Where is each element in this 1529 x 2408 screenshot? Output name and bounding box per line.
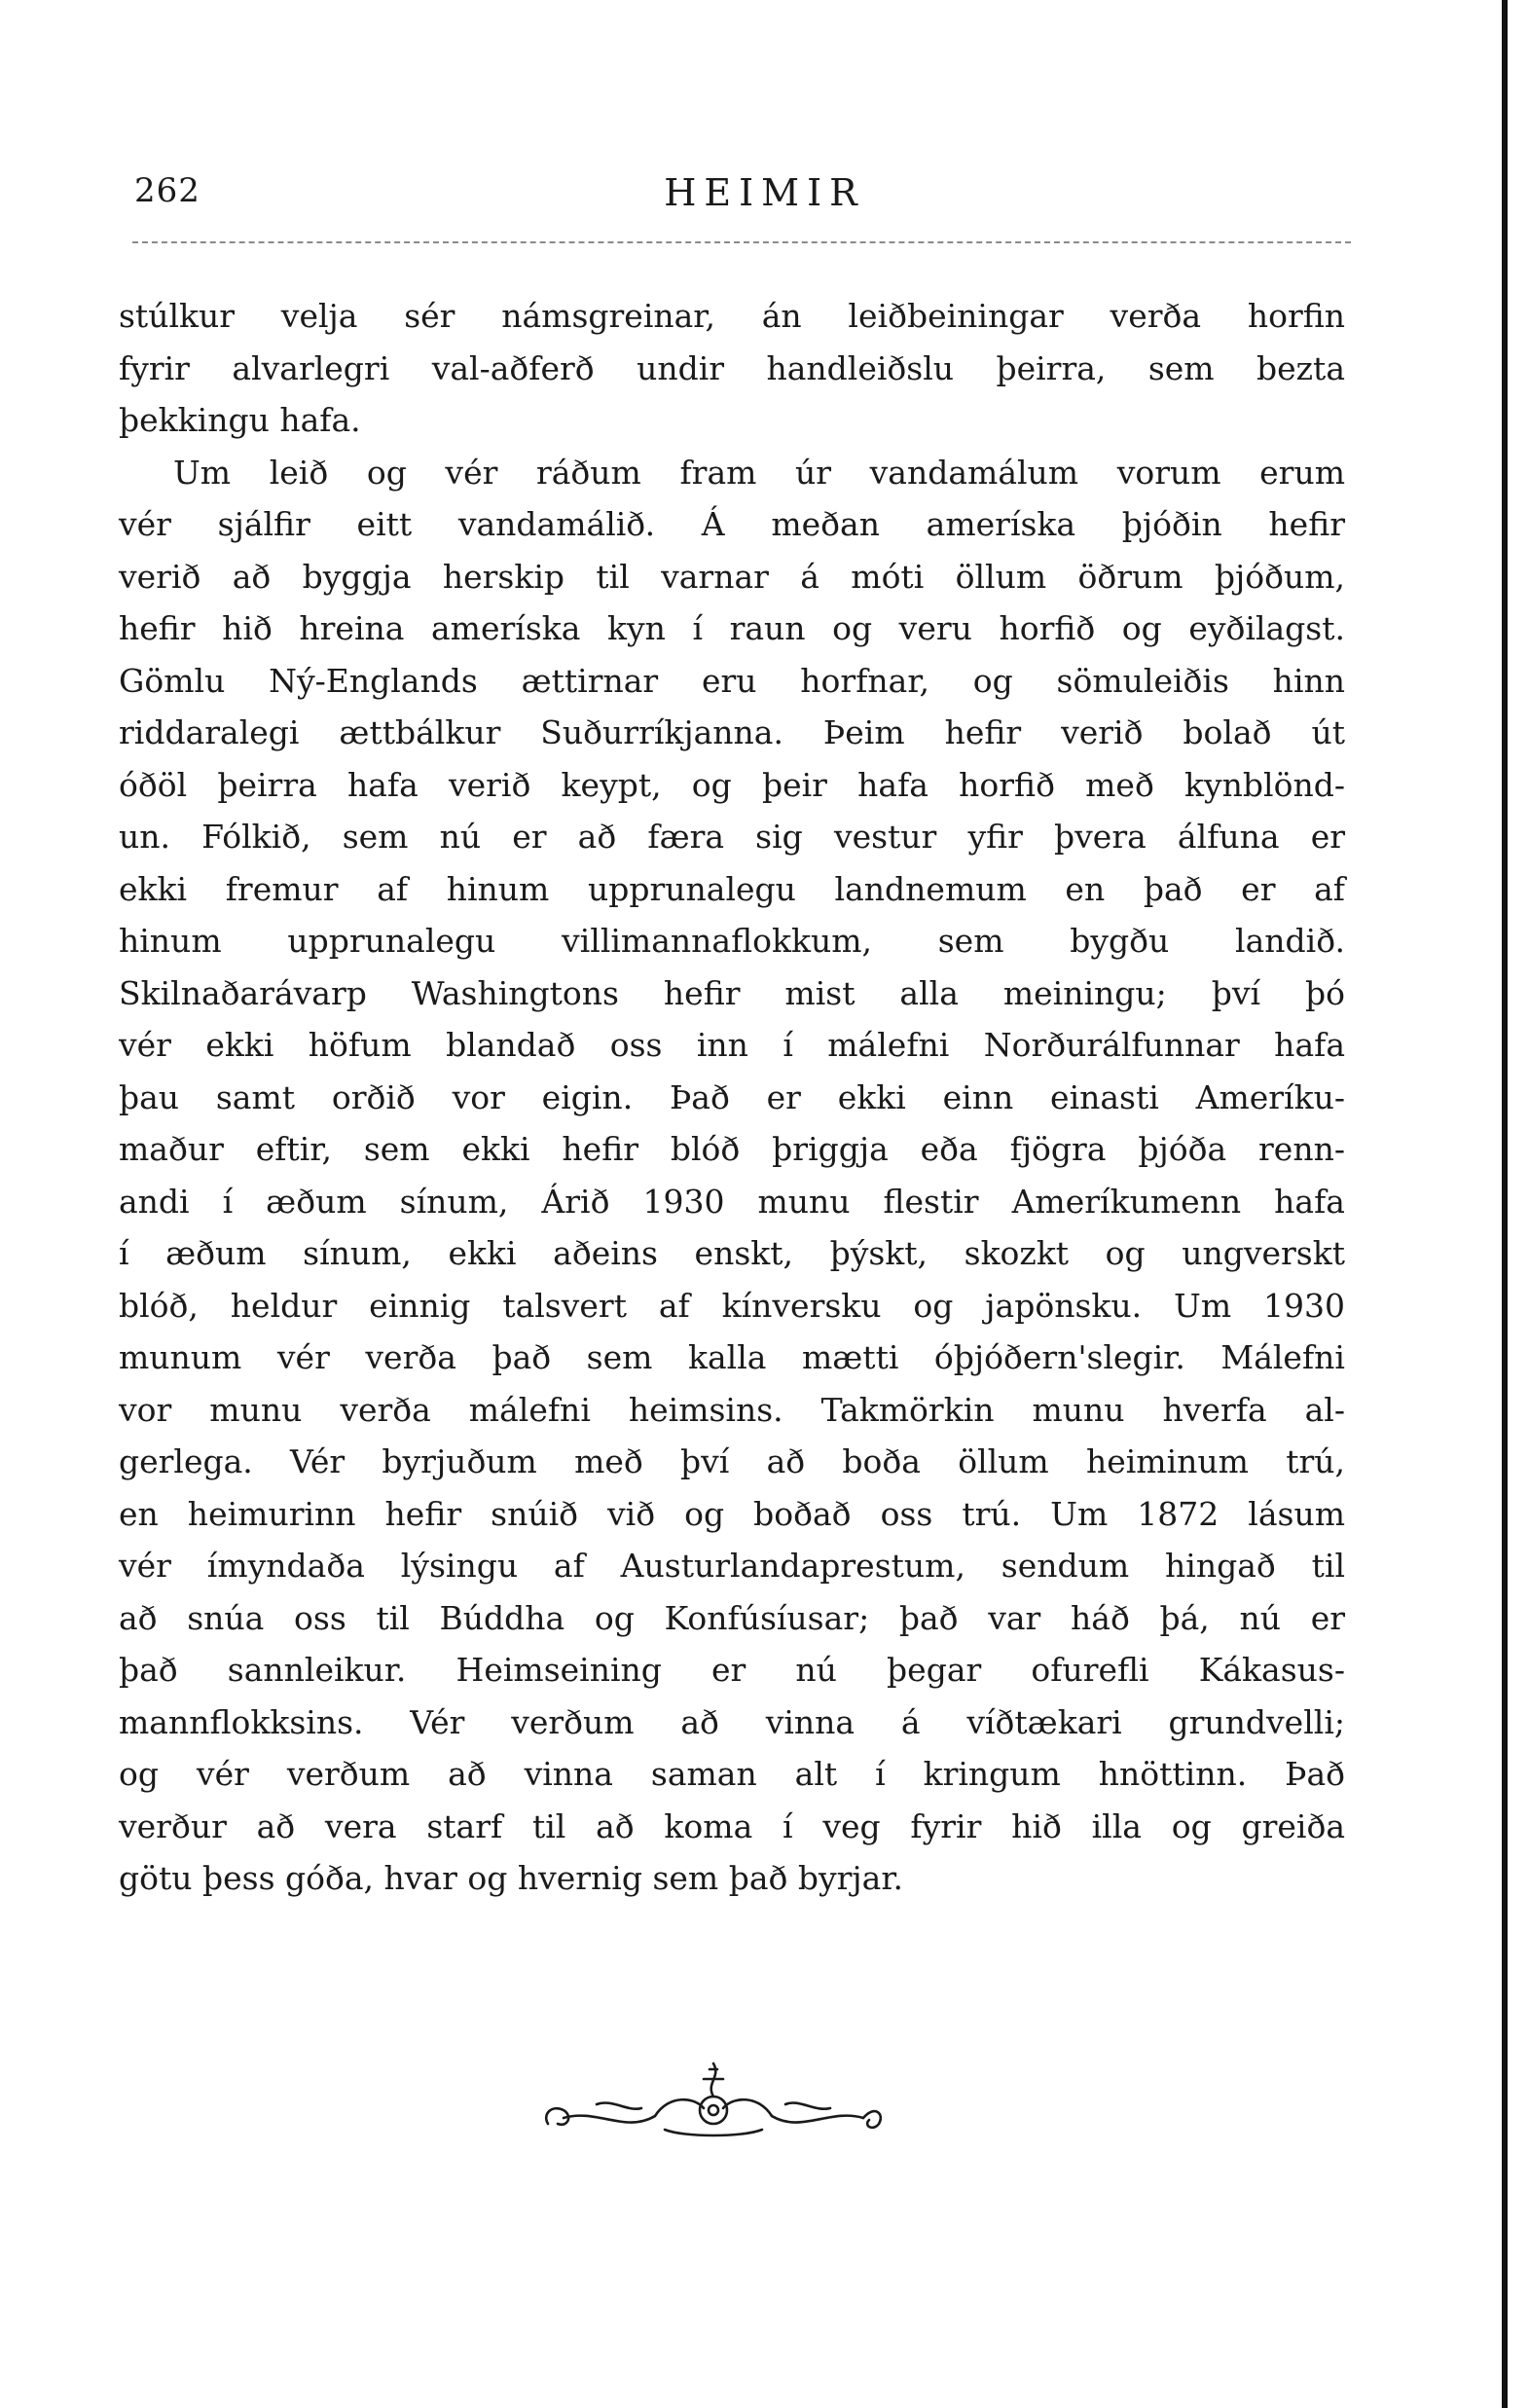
text-line: fyrir alvarlegri val-aðferð undir handleiðslu þeirra, sem bezta <box>119 348 1345 387</box>
text-line: blóð, heldur einnig talsvert af kínversku og japönsku. Um 1930 <box>119 1286 1345 1325</box>
text-line: og vér verðum að vinna saman alt í kringum hnöttinn. Það <box>119 1755 1345 1793</box>
text-line: munum vér verða það sem kalla mætti óþjóðern'slegir. Málefni <box>119 1338 1345 1376</box>
page-number: 262 <box>134 171 200 210</box>
header-rule <box>132 241 1351 243</box>
text-line: un. Fólkið, sem nú er að færa sig vestur yfir þvera álfuna er <box>119 818 1345 856</box>
text-line: óðöl þeirra hafa verið keypt, og þeir hafa horfið með kynblönd- <box>119 765 1345 804</box>
page-edge-rule <box>1502 0 1508 2408</box>
text-line: þekkingu hafa. <box>119 401 361 439</box>
text-line: en heimurinn hefir snúið við og boðað oss trú. Um 1872 lásum <box>119 1494 1345 1533</box>
text-line: Skilnaðarávarp Washingtons hefir mist alla meiningu; því þó <box>119 973 1345 1012</box>
running-title: HEIMIR <box>664 171 865 214</box>
text-line: ekki fremur af hinum upprunalegu landnemum en það er af <box>119 869 1345 908</box>
text-line: verður að vera starf til að koma í veg fyrir hið illa og greiða <box>119 1806 1345 1845</box>
text-line: mannflokksins. Vér verðum að vinna á víðtækari grundvelli; <box>119 1702 1345 1741</box>
text-line: stúlkur velja sér námsgreinar, án leiðbeiningar verða horfin <box>119 297 1345 335</box>
text-line: vér ímyndaða lýsingu af Austurlandaprestum, sendum hingað til <box>119 1547 1345 1585</box>
text-line: vér ekki höfum blandað oss inn í málefni Norðurálfunnar hafa <box>119 1026 1345 1064</box>
tailpiece-ornament-icon <box>538 2040 889 2157</box>
text-line: gerlega. Vér byrjuðum með því að boða öllum heiminum trú, <box>119 1442 1345 1480</box>
text-line: Um leið og vér ráðum fram úr vandamálum vorum erum <box>173 453 1345 492</box>
text-line: það sannleikur. Heimseining er nú þegar ofurefli Kákasus- <box>119 1651 1345 1689</box>
body-text <box>119 290 1345 1905</box>
text-line: í æðum sínum, ekki aðeins enskt, þýskt, skozkt og ungverskt <box>119 1234 1345 1272</box>
text-line: götu þess góða, hvar og hvernig sem það byrjar. <box>119 1859 903 1897</box>
text-line: riddaralegi ættbálkur Suðurríkjanna. Þeim hefir verið bolað út <box>119 713 1345 751</box>
text-line: vér sjálfir eitt vandamálið. Á meðan ameríska þjóðin hefir <box>119 505 1345 543</box>
text-line: andi í æðum sínum, Árið 1930 munu flestir Ameríkumenn hafa <box>119 1182 1345 1221</box>
text-line: maður eftir, sem ekki hefir blóð þriggja eða fjögra þjóða renn- <box>119 1130 1345 1168</box>
text-line: að snúa oss til Búddha og Konfúsíusar; það var háð þá, nú er <box>119 1598 1345 1637</box>
text-line: Gömlu Ný-Englands ættirnar eru horfnar, og sömuleiðis hinn <box>119 661 1345 700</box>
text-line: verið að byggja herskip til varnar á móti öllum öðrum þjóðum, <box>119 557 1345 596</box>
text-line: vor munu verða málefni heimsins. Takmörkin munu hverfa al- <box>119 1390 1345 1429</box>
text-line: hinum upprunalegu villimannaflokkum, sem bygðu landið. <box>119 922 1345 960</box>
text-line: þau samt orðið vor eigin. Það er ekki einn einasti Ameríku- <box>119 1077 1345 1116</box>
text-line: hefir hið hreina ameríska kyn í raun og veru horfið og eyðilagst. <box>119 609 1345 647</box>
